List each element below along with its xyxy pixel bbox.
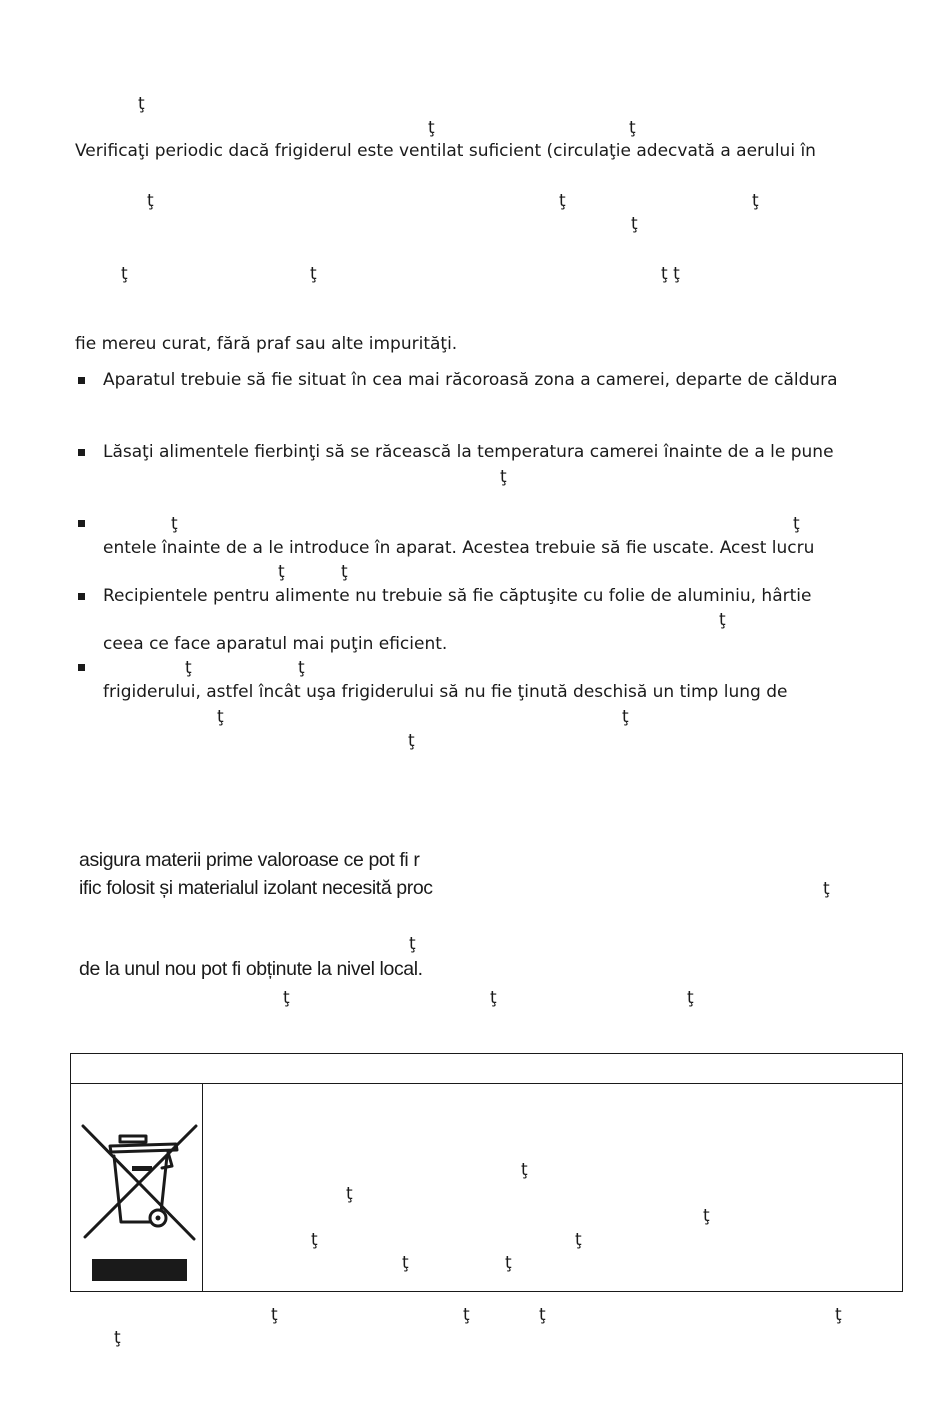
ventilation-paragraph: Verificaţi periodic dacă frigiderul este ventilat suficient (circulaţie adecvată a aerului în (75, 141, 816, 161)
bullet-marker (78, 520, 85, 527)
bullet-efficiency-text: ceea ce face aparatul mai puţin eficient. (103, 634, 448, 654)
cedilla-mark: ţ (559, 191, 566, 211)
cedilla-mark: ţ (752, 191, 759, 211)
cedilla-mark: ţ (622, 707, 629, 727)
recycling-line-1: asigura materii prime valoroase ce pot fi r (79, 849, 420, 871)
cedilla-mark: ţ (408, 731, 415, 751)
clean-paragraph: fie mereu curat, fără praf sau alte impurităţi. (75, 334, 458, 354)
cedilla-mark: ţ (298, 658, 305, 678)
cedilla-mark: ţ (835, 1305, 842, 1325)
cedilla-mark: ţ (138, 94, 145, 114)
cedilla-mark: ţ (402, 1253, 409, 1273)
cedilla-mark: ţ (310, 264, 317, 284)
cedilla-mark: ţ (185, 658, 192, 678)
cedilla-mark: ţ (278, 562, 285, 582)
cedilla-mark: ţ (346, 1184, 353, 1204)
cedilla-mark: ţ (703, 1206, 710, 1226)
crossed-out-wheelie-bin-icon (80, 1122, 200, 1284)
recycling-line-3: de la unul nou pot fi obținute la nivel local. (79, 958, 423, 980)
cedilla-mark: ţ ţ (661, 264, 680, 284)
cedilla-mark: ţ (539, 1305, 546, 1325)
bullet-marker (78, 377, 85, 384)
cedilla-mark: ţ (311, 1230, 318, 1250)
cedilla-mark: ţ (147, 191, 154, 211)
cedilla-mark: ţ (409, 934, 416, 954)
bullet-hot-food-text: Lăsaţi alimentele fierbinţi să se răcească la temperatura camerei înainte de a le pune (103, 442, 834, 462)
cedilla-mark: ţ (271, 1305, 278, 1325)
cedilla-mark: ţ (505, 1253, 512, 1273)
cedilla-mark: ţ (114, 1328, 121, 1348)
recycling-line-2: ific folosit și materialul izolant necesită proc (79, 877, 433, 899)
cedilla-mark: ţ (575, 1230, 582, 1250)
bullet-containers-text: Recipientele pentru alimente nu trebuie să fie căptuşite cu folie de aluminiu, hârtie (103, 586, 812, 606)
cedilla-mark: ţ (463, 1305, 470, 1325)
weee-table-header-divider (70, 1083, 903, 1084)
bullet-door-text: frigiderului, astfel încât uşa frigiderului să nu fie ţinută deschisă un timp lung de (103, 682, 788, 702)
bullet-marker (78, 449, 85, 456)
cedilla-mark: ţ (490, 988, 497, 1008)
cedilla-mark: ţ (283, 988, 290, 1008)
cedilla-mark: ţ (719, 610, 726, 630)
cedilla-mark: ţ (428, 118, 435, 138)
cedilla-mark: ţ (121, 264, 128, 284)
cedilla-mark: ţ (631, 214, 638, 234)
cedilla-mark: ţ (171, 514, 178, 534)
cedilla-mark: ţ (500, 467, 507, 487)
cedilla-mark: ţ (793, 514, 800, 534)
cedilla-mark: ţ (629, 118, 636, 138)
bullet-marker (78, 664, 85, 671)
cedilla-mark: ţ (217, 707, 224, 727)
bullet-location-text: Aparatul trebuie să fie situat în cea mai răcoroasă zona a camerei, departe de căldura (103, 370, 838, 390)
bullet-marker (78, 593, 85, 600)
bullet-wrap-text: entele înainte de a le introduce în aparat. Acestea trebuie să fie uscate. Acest lucru (103, 538, 815, 558)
weee-table-column-divider (202, 1083, 203, 1292)
cedilla-mark: ţ (341, 562, 348, 582)
cedilla-mark: ţ (521, 1160, 528, 1180)
cedilla-mark: ţ (823, 879, 830, 899)
cedilla-mark: ţ (687, 988, 694, 1008)
